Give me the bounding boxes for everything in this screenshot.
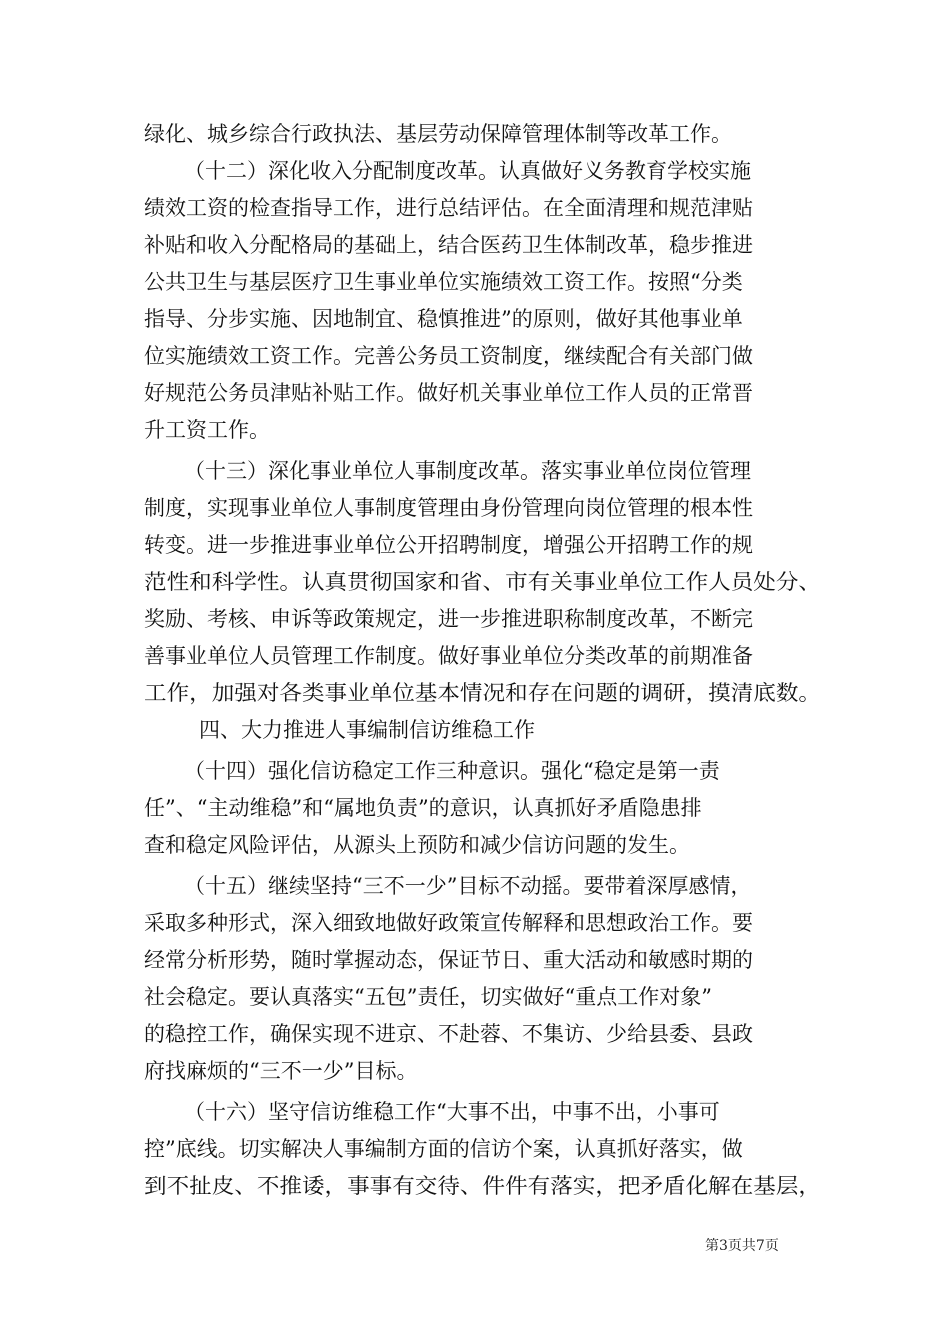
body-line (144, 410, 950, 450)
body-line (144, 488, 950, 528)
line-text: （十三）深化事业单位人事制度改革。落实事业单位岗位管理 (184, 459, 751, 483)
line-text: 转变。进一步推进事业单位公开招聘制度，增强公开招聘工作的规 (144, 533, 753, 557)
line-text: 采取多种形式，深入细致地做好政策宣传解释和思想政治工作。要 (144, 911, 753, 935)
body-line (144, 336, 950, 376)
body-line (144, 1129, 950, 1169)
line-text: 四、大力推进人事编制信访维稳工作 (199, 718, 535, 742)
line-text: 查和稳定风险评估，从源头上预防和减少信访问题的发生。 (144, 833, 690, 857)
body-line (144, 636, 950, 676)
line-text: 府找麻烦的“三不一少”目标。 (144, 1059, 418, 1083)
body-line (144, 373, 950, 413)
line-text: 奖励、考核、申诉等政策规定，进一步推进职称制度改革，不断完 (144, 607, 753, 631)
body-line (144, 940, 950, 980)
line-text: （十四）强化信访稳定工作三种意识。强化“稳定是第一责 (184, 759, 720, 783)
body-line (144, 599, 950, 639)
line-text: 位实施绩效工资工作。完善公务员工资制度，继续配合有关部门做 (144, 344, 753, 368)
body-line (144, 262, 950, 302)
body-line (144, 903, 950, 943)
line-text: 工作，加强对各类事业单位基本情况和存在问题的调研，摸清底数。 (144, 681, 821, 705)
line-text: 善事业单位人员管理工作制度。做好事业单位分类改革的前期准备 (144, 644, 753, 668)
body-line (144, 825, 950, 865)
section-4-heading (199, 710, 950, 750)
line-text: 任”、“主动维稳”和“属地负责”的意识，认真抓好矛盾隐患排 (144, 796, 702, 820)
body-line (144, 299, 950, 339)
page-number-footer: 第3页共7页 (705, 1238, 779, 1254)
paragraph-15-heading-line (184, 866, 950, 906)
body-line (144, 1014, 950, 1054)
body-line (144, 1166, 950, 1206)
line-text: 经常分析形势，随时掌握动态，保证节日、重大活动和敏感时期的 (144, 948, 753, 972)
paragraph-13-heading-line (184, 451, 950, 491)
line-text: 绿化、城乡综合行政执法、基层劳动保障管理体制等改革工作。 (144, 122, 732, 146)
body-line (144, 788, 950, 828)
line-text: （十六）坚守信访维稳工作“大事不出，中事不出，小事可 (184, 1100, 720, 1124)
line-text: 控”底线。切实解决人事编制方面的信访个案，认真抓好落实，做 (144, 1137, 743, 1161)
line-text: 指导、分步实施、因地制宜、稳慎推进”的原则，做好其他事业单 (144, 307, 743, 331)
line-text: 制度，实现事业单位人事制度管理由身份管理向岗位管理的根本性 (144, 496, 753, 520)
line-text: （十五）继续坚持“三不一少”目标不动摇。要带着深厚感情， (184, 874, 752, 898)
body-line (144, 525, 950, 565)
body-line (144, 188, 950, 228)
line-text: 绩效工资的检查指导工作，进行总结评估。在全面清理和规范津贴 (144, 196, 753, 220)
body-line (144, 225, 950, 265)
body-line (144, 562, 950, 602)
body-line (144, 673, 950, 713)
body-line (144, 114, 950, 154)
paragraph-14-heading-line (184, 751, 950, 791)
paragraph-12-heading-line (184, 151, 950, 191)
line-text: （十二）深化收入分配制度改革。认真做好义务教育学校实施 (184, 159, 751, 183)
body-line (144, 977, 950, 1017)
line-text: 范性和科学性。认真贯彻国家和省、市有关事业单位工作人员处分、 (144, 570, 821, 594)
line-text: 社会稳定。要认真落实“五包”责任，切实做好“重点工作对象” (144, 985, 712, 1009)
line-text: 补贴和收入分配格局的基础上，结合医药卫生体制改革，稳步推进 (144, 233, 753, 257)
paragraph-16-heading-line (184, 1092, 950, 1132)
line-text: 公共卫生与基层医疗卫生事业单位实施绩效工资工作。按照“分类 (144, 270, 743, 294)
body-line (144, 1051, 950, 1091)
line-text: 好规范公务员津贴补贴工作。做好机关事业单位工作人员的正常晋 (144, 381, 753, 405)
line-text: 升工资工作。 (144, 418, 270, 442)
line-text: 的稳控工作，确保实现不进京、不赴蓉、不集访、少给县委、县政 (144, 1022, 753, 1046)
line-text: 到不扯皮、不推诿，事事有交待、件件有落实，把矛盾化解在基层， (144, 1174, 821, 1198)
